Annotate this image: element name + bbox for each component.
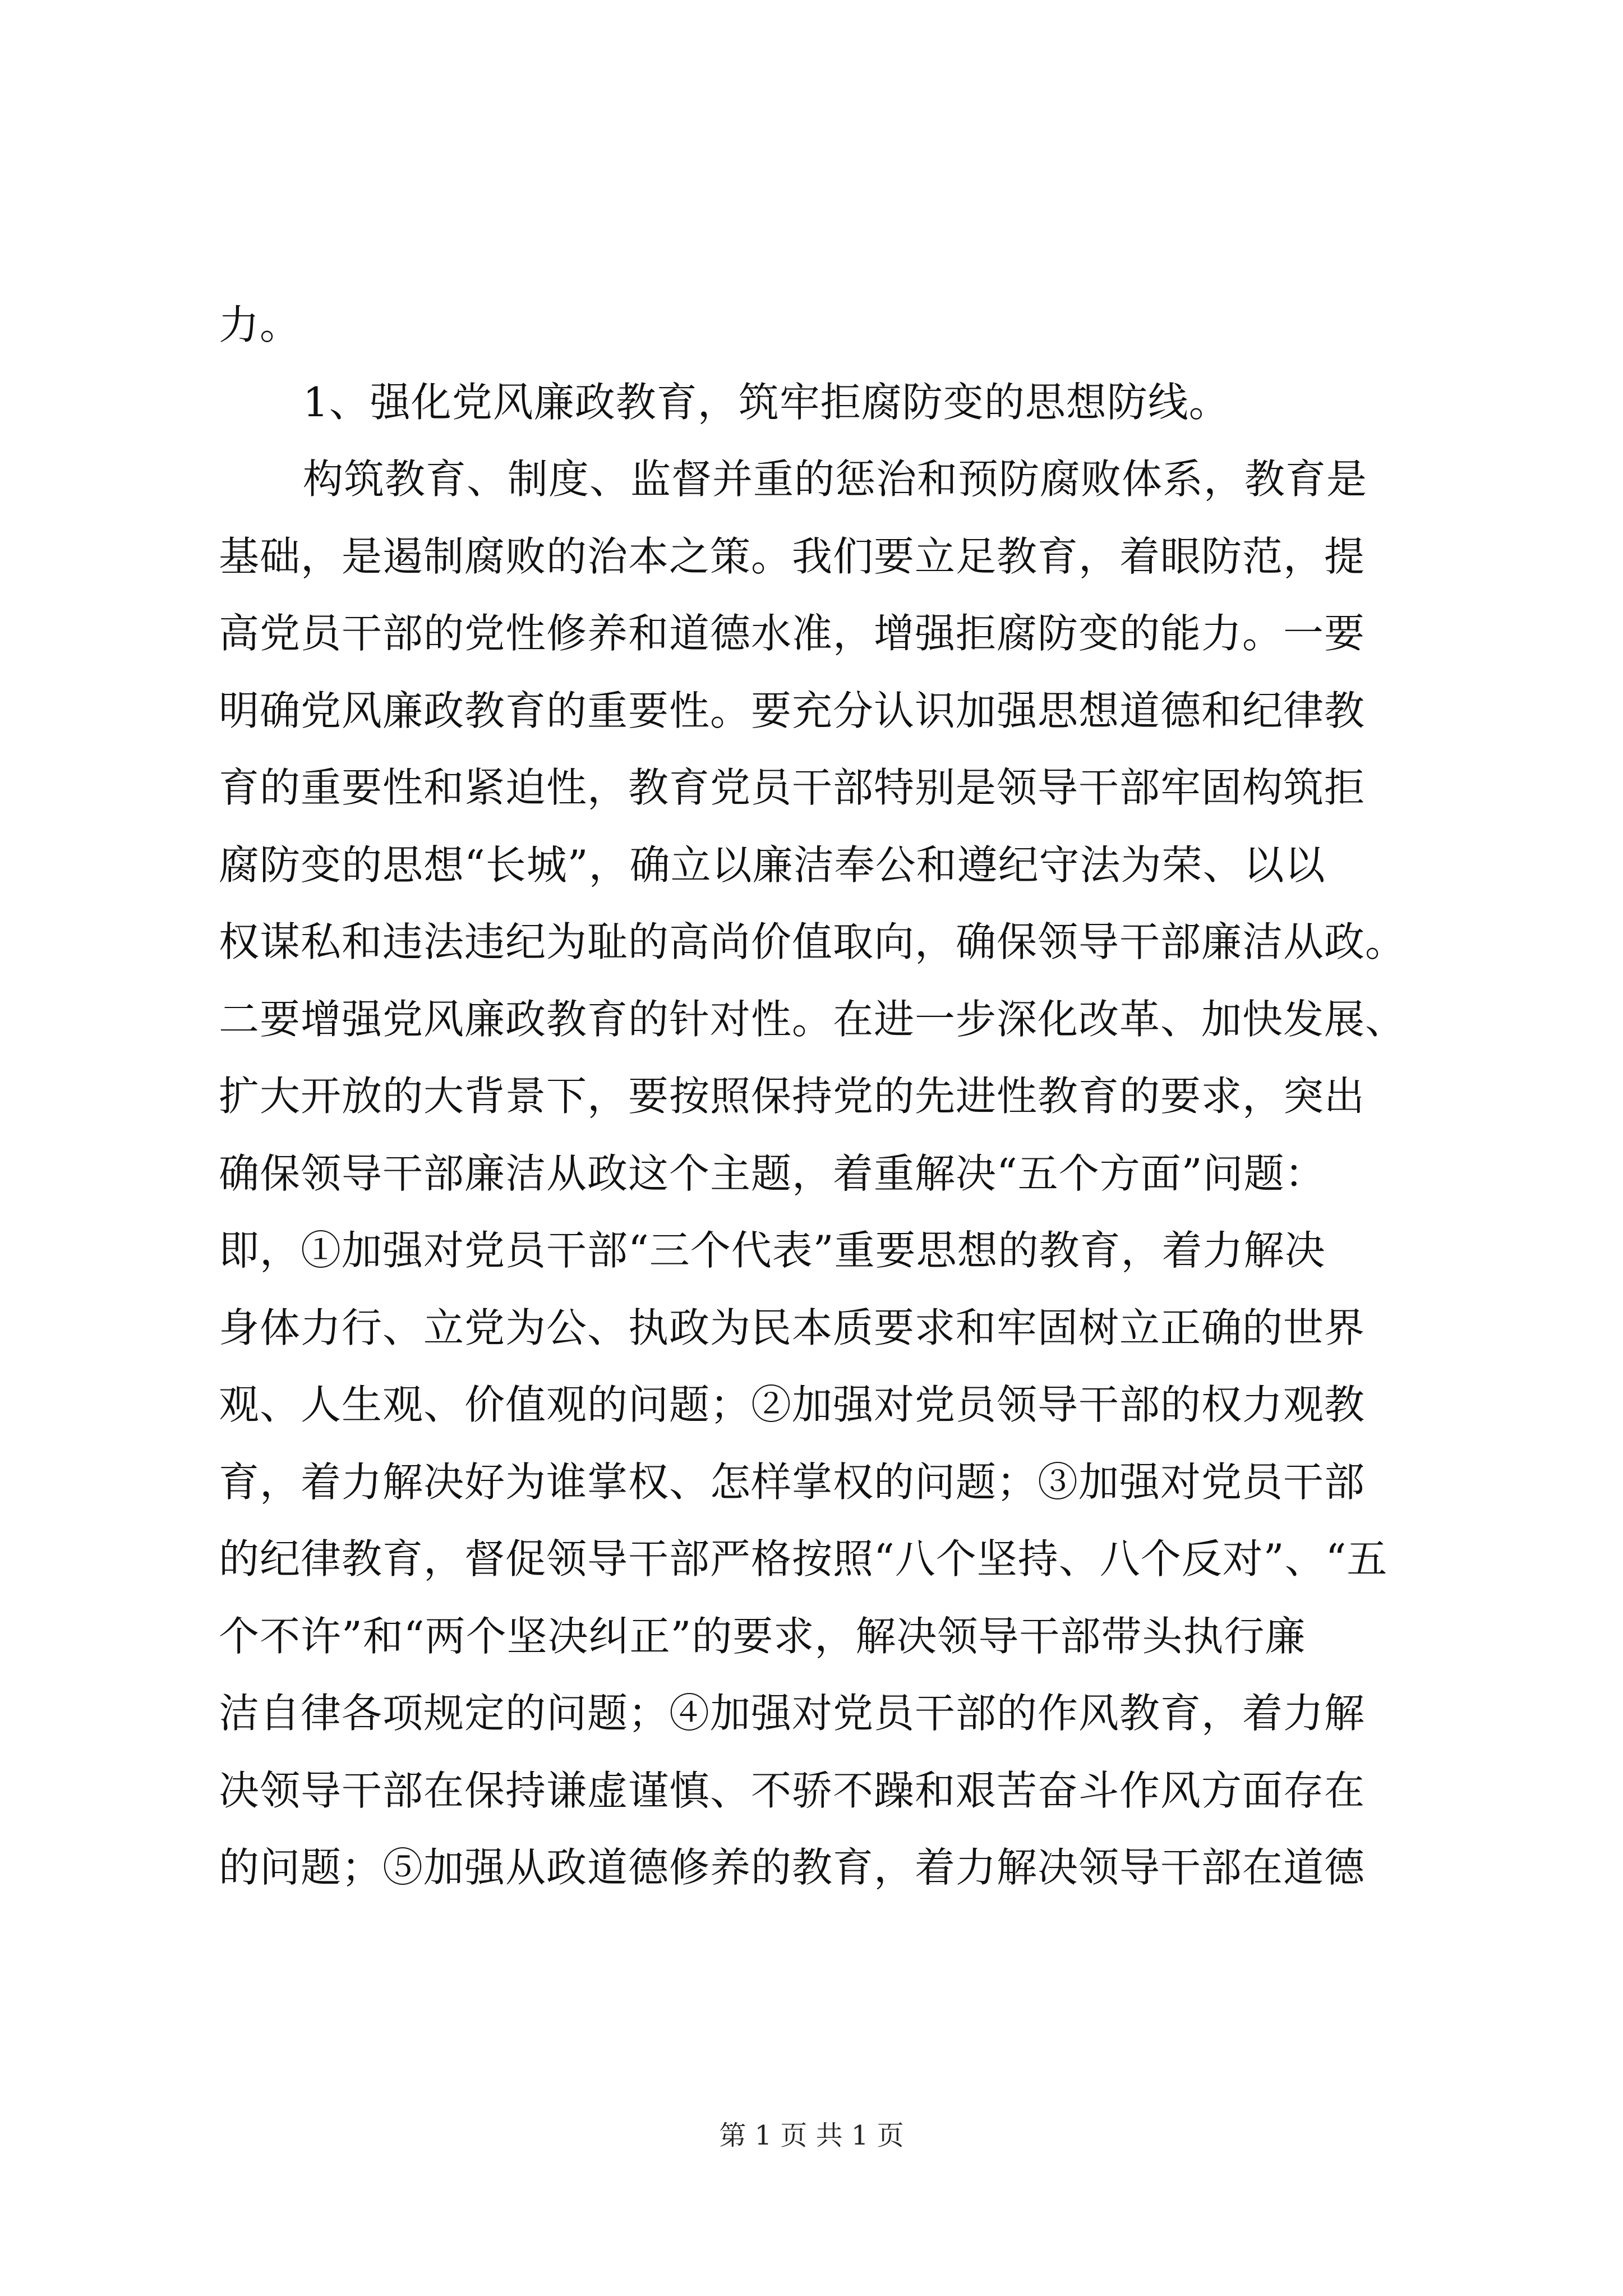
text-line: 的纪律教育，督促领导干部严格按照“八个坚持、八个反对”、“五 <box>219 1535 1388 1582</box>
text-line: 洁自律各项规定的问题；④加强对党员干部的作风教育，着力解 <box>219 1690 1366 1737</box>
text-line: 基础，是遏制腐败的治本之策。我们要立足教育，着眼防范，提 <box>219 532 1366 580</box>
text-line: 观、人生观、价值观的问题；②加强对党员领导干部的权力观教 <box>219 1381 1366 1428</box>
text-line: 决领导干部在保持谦虚谨慎、不骄不躁和艰苦奋斗作风方面存在 <box>219 1766 1366 1814</box>
text-line: 力。 <box>219 301 301 348</box>
text-line: 扩大开放的大背景下，要按照保持党的先进性教育的要求，突出 <box>219 1073 1366 1120</box>
text-line: 权谋私和违法违纪为耻的高尚价值取向，确保领导干部廉洁从政。 <box>219 918 1407 965</box>
text-line: 个不许”和“两个坚决纠正”的要求，解决领导干部带头执行廉 <box>219 1612 1306 1660</box>
text-line: 腐防变的思想“长城”，确立以廉洁奉公和遵纪守法为荣、以以 <box>219 841 1326 889</box>
text-line: 身体力行、立党为公、执政为民本质要求和牢固树立正确的世界 <box>219 1304 1366 1351</box>
text-line: 二要增强党风廉政教育的针对性。在进一步深化改革、加快发展、 <box>219 995 1407 1043</box>
page-footer: 第 1 页 共 1 页 <box>719 2120 904 2151</box>
text-line: 构筑教育、制度、监督并重的惩治和预防腐败体系，教育是 <box>303 455 1368 503</box>
text-line: 育，着力解决好为谁掌权、怎样掌权的问题；③加强对党员干部 <box>219 1458 1366 1506</box>
text-line: 高党员干部的党性修养和道德水准，增强拒腐防变的能力。一要 <box>219 610 1366 657</box>
body-text <box>219 287 1430 1907</box>
text-line: 明确党风廉政教育的重要性。要充分认识加强思想道德和纪律教 <box>219 687 1366 734</box>
text-line: 的问题；⑤加强从政道德修养的教育，着力解决领导干部在道德 <box>219 1844 1366 1891</box>
text-line: 即，①加强对党员干部“三个代表”重要思想的教育，着力解决 <box>219 1227 1326 1274</box>
text-line: 育的重要性和紧迫性，教育党员干部特别是领导干部牢固构筑拒 <box>219 764 1366 811</box>
section-heading: 1、强化党风廉政教育，筑牢拒腐防变的思想防线。 <box>303 378 1230 426</box>
text-line: 确保领导干部廉洁从政这个主题，着重解决“五个方面”问题： <box>219 1149 1326 1197</box>
